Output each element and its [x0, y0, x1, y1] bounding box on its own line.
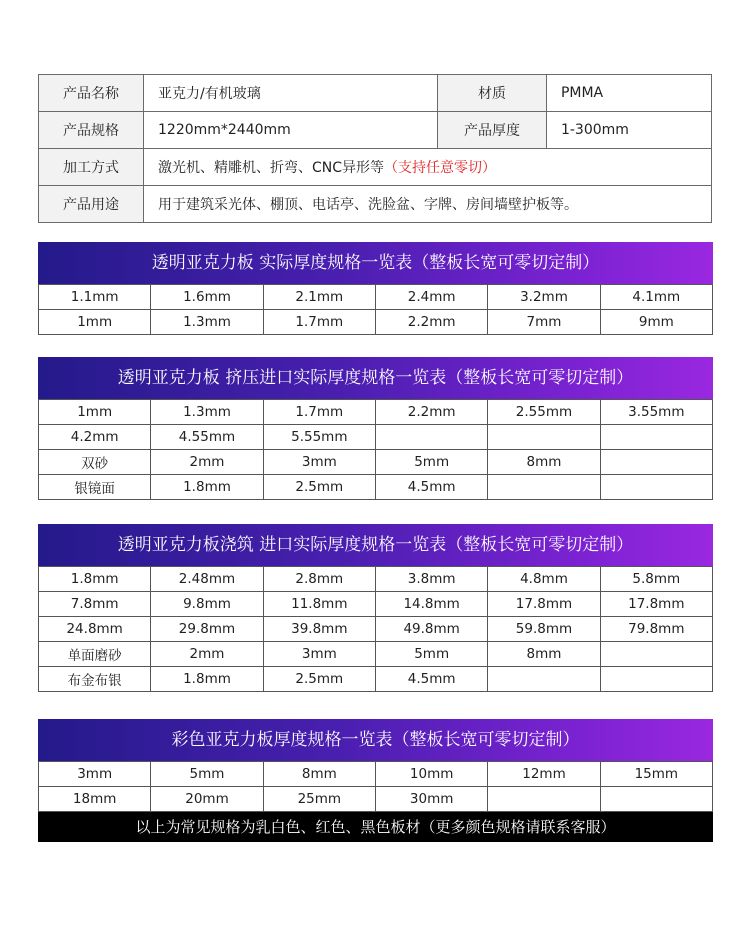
section-transparent — [38, 242, 713, 335]
table-cell: 5mm — [375, 450, 487, 475]
info-row-spec — [39, 112, 712, 149]
info-row-process — [39, 149, 712, 186]
table-cell: 15mm — [600, 762, 712, 787]
section-title: 透明亚克力板 实际厚度规格一览表（整板长宽可零切定制） — [38, 242, 713, 284]
table-cell: 2mm — [151, 450, 263, 475]
table-cell: 1.8mm — [39, 567, 151, 592]
table-row — [39, 617, 713, 642]
process-cell — [144, 149, 712, 186]
table-cell: 7mm — [488, 310, 600, 335]
table-cell: 1.7mm — [263, 400, 375, 425]
table-cell: 2.2mm — [375, 310, 487, 335]
table-cell: 4.1mm — [600, 285, 712, 310]
table-cell: 20mm — [151, 787, 263, 812]
table-cell: 1.8mm — [151, 667, 263, 692]
table-cell: 1mm — [39, 400, 151, 425]
product-name-label: 产品名称 — [39, 75, 144, 112]
table-cell: 4.2mm — [39, 425, 151, 450]
table-cell: 11.8mm — [263, 592, 375, 617]
info-row-name — [39, 75, 712, 112]
table-cell: 17.8mm — [600, 592, 712, 617]
table-cell: 30mm — [375, 787, 487, 812]
table-cell — [600, 642, 712, 667]
table-row — [39, 592, 713, 617]
product-name-value: 亚克力/有机玻璃 — [144, 75, 438, 112]
table-row — [39, 425, 713, 450]
table-cell: 2.48mm — [151, 567, 263, 592]
table-cell: 3.2mm — [488, 285, 600, 310]
table-cell: 18mm — [39, 787, 151, 812]
table-cell: 4.8mm — [488, 567, 600, 592]
table-cell: 2mm — [151, 642, 263, 667]
table-cell: 7.8mm — [39, 592, 151, 617]
table-row — [39, 667, 713, 692]
table-row — [39, 310, 713, 335]
table-cell: 49.8mm — [375, 617, 487, 642]
table-cell: 24.8mm — [39, 617, 151, 642]
table-cell: 2.5mm — [263, 667, 375, 692]
usage-label: 产品用途 — [39, 186, 144, 223]
table-cell: 3.8mm — [375, 567, 487, 592]
section-colored — [38, 719, 713, 842]
table-cell: 8mm — [488, 642, 600, 667]
table-row — [39, 787, 713, 812]
table-cell: 2.55mm — [488, 400, 600, 425]
table-cell: 4.5mm — [375, 475, 487, 500]
table-cell: 3mm — [263, 642, 375, 667]
table-cell: 79.8mm — [600, 617, 712, 642]
table-cell: 5mm — [375, 642, 487, 667]
table-cell: 4.55mm — [151, 425, 263, 450]
table-cell — [488, 425, 600, 450]
section-title: 透明亚克力板 挤压进口实际厚度规格一览表（整板长宽可零切定制） — [38, 357, 713, 399]
table-cell: 3mm — [39, 762, 151, 787]
section-extruded — [38, 357, 713, 500]
table-row — [39, 400, 713, 425]
table-cell: 2.1mm — [263, 285, 375, 310]
table-cell: 4.5mm — [375, 667, 487, 692]
spec-table — [38, 284, 713, 335]
table-cell: 1.3mm — [151, 310, 263, 335]
material-label: 材质 — [437, 75, 546, 112]
table-cell: 39.8mm — [263, 617, 375, 642]
process-label: 加工方式 — [39, 149, 144, 186]
table-cell: 3mm — [263, 450, 375, 475]
table-cell: 2.4mm — [375, 285, 487, 310]
table-cell: 1.6mm — [151, 285, 263, 310]
table-cell — [600, 425, 712, 450]
table-cell: 17.8mm — [488, 592, 600, 617]
table-cell — [600, 787, 712, 812]
section-title: 彩色亚克力板厚度规格一览表（整板长宽可零切定制） — [38, 719, 713, 761]
table-cell: 2.2mm — [375, 400, 487, 425]
table-cell: 1.1mm — [39, 285, 151, 310]
info-row-usage — [39, 186, 712, 223]
table-row — [39, 642, 713, 667]
table-cell: 5.8mm — [600, 567, 712, 592]
thickness-label: 产品厚度 — [437, 112, 546, 149]
section-title: 透明亚克力板浇筑 进口实际厚度规格一览表（整板长宽可零切定制） — [38, 524, 713, 566]
section-cast — [38, 524, 713, 692]
table-cell: 8mm — [488, 450, 600, 475]
table-cell: 布金布银 — [39, 667, 151, 692]
table-cell: 14.8mm — [375, 592, 487, 617]
table-row — [39, 762, 713, 787]
table-cell: 9mm — [600, 310, 712, 335]
table-cell — [600, 667, 712, 692]
table-row — [39, 475, 713, 500]
table-cell: 5.55mm — [263, 425, 375, 450]
table-cell: 10mm — [375, 762, 487, 787]
table-cell: 59.8mm — [488, 617, 600, 642]
process-value: 激光机、精雕机、折弯、CNC异形等 — [158, 160, 385, 176]
table-cell: 单面磨砂 — [39, 642, 151, 667]
table-cell: 8mm — [263, 762, 375, 787]
table-cell — [375, 425, 487, 450]
product-spec-label: 产品规格 — [39, 112, 144, 149]
table-cell — [488, 475, 600, 500]
table-cell — [488, 787, 600, 812]
table-cell: 1.8mm — [151, 475, 263, 500]
table-cell: 2.5mm — [263, 475, 375, 500]
table-cell: 1.3mm — [151, 400, 263, 425]
table-cell: 5mm — [151, 762, 263, 787]
table-cell: 双砂 — [39, 450, 151, 475]
usage-value: 用于建筑采光体、棚顶、电话亭、洗脸盆、字牌、房间墙壁护板等。 — [144, 186, 712, 223]
table-cell — [600, 475, 712, 500]
table-cell: 12mm — [488, 762, 600, 787]
table-cell: 25mm — [263, 787, 375, 812]
table-cell: 29.8mm — [151, 617, 263, 642]
table-cell: 2.8mm — [263, 567, 375, 592]
spec-table — [38, 761, 713, 812]
spec-table — [38, 399, 713, 500]
table-cell: 1.7mm — [263, 310, 375, 335]
table-row — [39, 567, 713, 592]
table-row — [39, 450, 713, 475]
process-note: （支持任意零切） — [384, 160, 497, 176]
product-spec-value: 1220mm*2440mm — [144, 112, 438, 149]
spec-table — [38, 566, 713, 692]
table-cell: 9.8mm — [151, 592, 263, 617]
table-cell — [488, 667, 600, 692]
thickness-value: 1-300mm — [546, 112, 711, 149]
table-cell: 银镜面 — [39, 475, 151, 500]
table-cell: 1mm — [39, 310, 151, 335]
footer-note: 以上为常见规格为乳白色、红色、黑色板材（更多颜色规格请联系客服） — [38, 812, 713, 842]
table-cell: 3.55mm — [600, 400, 712, 425]
table-row — [39, 285, 713, 310]
product-info-table — [38, 74, 712, 223]
material-value: PMMA — [546, 75, 711, 112]
table-cell — [600, 450, 712, 475]
